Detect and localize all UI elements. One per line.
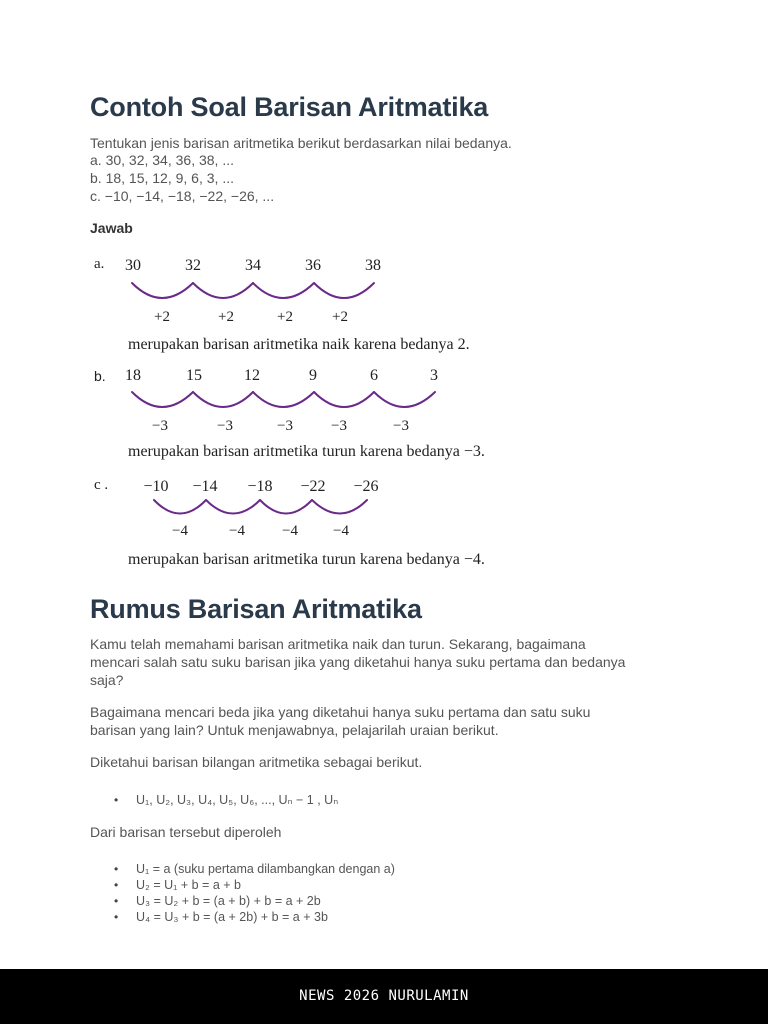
question-item-b: b. 18, 15, 12, 9, 6, 3, ...	[90, 170, 234, 186]
arc	[314, 392, 374, 407]
arc	[132, 283, 193, 298]
term: 12	[244, 367, 260, 384]
solution-a-conclusion: merupakan barisan aritmetika naik karena bedanya 2.	[128, 336, 470, 353]
difference: +2	[218, 309, 234, 325]
difference: +2	[332, 309, 348, 325]
answer-label: Jawab	[90, 220, 133, 236]
difference: −4	[229, 523, 245, 539]
term: 32	[185, 257, 201, 274]
sequence-list	[90, 792, 338, 808]
arc	[374, 392, 435, 407]
paragraph-line: Kamu telah memahami barisan aritmetika naik dan turun. Sekarang, bagaimana	[90, 636, 586, 652]
arc	[260, 500, 312, 514]
arc	[154, 500, 206, 514]
question-text: Tentukan jenis barisan aritmetika berikut berdasarkan nilai bedanya.	[90, 135, 512, 151]
term: 6	[370, 367, 378, 384]
term: 18	[125, 367, 141, 384]
list-item: • U₁ = a (suku pertama dilambangkan dengan a)	[90, 861, 395, 877]
paragraph-line: Bagaimana mencari beda jika yang diketahui hanya suku pertama dan satu suku	[90, 704, 591, 720]
solution-b-conclusion: merupakan barisan aritmetika turun karena bedanya −3.	[128, 443, 485, 460]
difference: −4	[333, 523, 349, 539]
paragraph-line: barisan yang lain? Untuk menjawabnya, pelajarilah uraian berikut.	[90, 722, 499, 738]
arc	[253, 283, 314, 298]
solution-c-conclusion: merupakan barisan aritmetika turun karena bedanya −4.	[128, 551, 485, 568]
arc	[193, 392, 253, 407]
paragraph-line: Dari barisan tersebut diperoleh	[90, 824, 282, 840]
term: −22	[300, 478, 326, 495]
difference: −4	[282, 523, 298, 539]
paragraph-line: mencari salah satu suku barisan jika yang diketahui hanya suku pertama dan bedanya	[90, 654, 626, 670]
list-item: • U₂ = U₁ + b = a + b	[90, 877, 395, 893]
term: 9	[309, 367, 317, 384]
list-item: • U₄ = U₃ + b = (a + 2b) + b = a + 3b	[90, 909, 395, 925]
term: 36	[305, 257, 321, 274]
section-title-contoh-soal: Contoh Soal Barisan Aritmatika	[90, 92, 489, 122]
difference: −3	[277, 418, 293, 434]
arc	[193, 283, 253, 298]
term: 30	[125, 257, 141, 274]
arc	[314, 283, 374, 298]
paragraph-line: saja?	[90, 672, 124, 688]
arc	[206, 500, 260, 514]
term: 38	[365, 257, 381, 274]
term: −14	[192, 478, 218, 495]
term: 34	[245, 257, 261, 274]
difference: −3	[331, 418, 347, 434]
section-title-rumus: Rumus Barisan Aritmatika	[90, 594, 422, 624]
difference: +2	[154, 309, 170, 325]
term: 15	[186, 367, 202, 384]
term: −10	[143, 478, 169, 495]
derivation-list	[90, 861, 395, 925]
arc	[253, 392, 314, 407]
solution-a-label: a.	[94, 256, 105, 272]
difference: −3	[217, 418, 233, 434]
term: −26	[353, 478, 379, 495]
question-item-c: c. −10, −14, −18, −22, −26, ...	[90, 188, 275, 204]
solution-b-label: b.	[94, 368, 106, 384]
term: −18	[247, 478, 273, 495]
list-item: • U₃ = U₂ + b = (a + b) + b = a + 2b	[90, 893, 395, 909]
arc	[312, 500, 367, 514]
difference: +2	[277, 309, 293, 325]
difference: −3	[152, 418, 168, 434]
arc	[132, 392, 193, 407]
difference: −4	[172, 523, 188, 539]
solution-c-label: c .	[94, 477, 109, 493]
question-item-a: a. 30, 32, 34, 36, 38, ...	[90, 152, 234, 168]
term: 3	[430, 367, 438, 384]
paragraph-line: Diketahui barisan bilangan aritmetika sebagai berikut.	[90, 754, 423, 770]
difference: −3	[393, 418, 409, 434]
footer-banner: NEWS 2026 NURULAMIN	[0, 969, 768, 1024]
difference-arcs	[90, 0, 690, 600]
list-item: • U₁, U₂, U₃, U₄, U₅, U₆, ..., Uₙ − 1 , Uₙ	[90, 792, 338, 808]
